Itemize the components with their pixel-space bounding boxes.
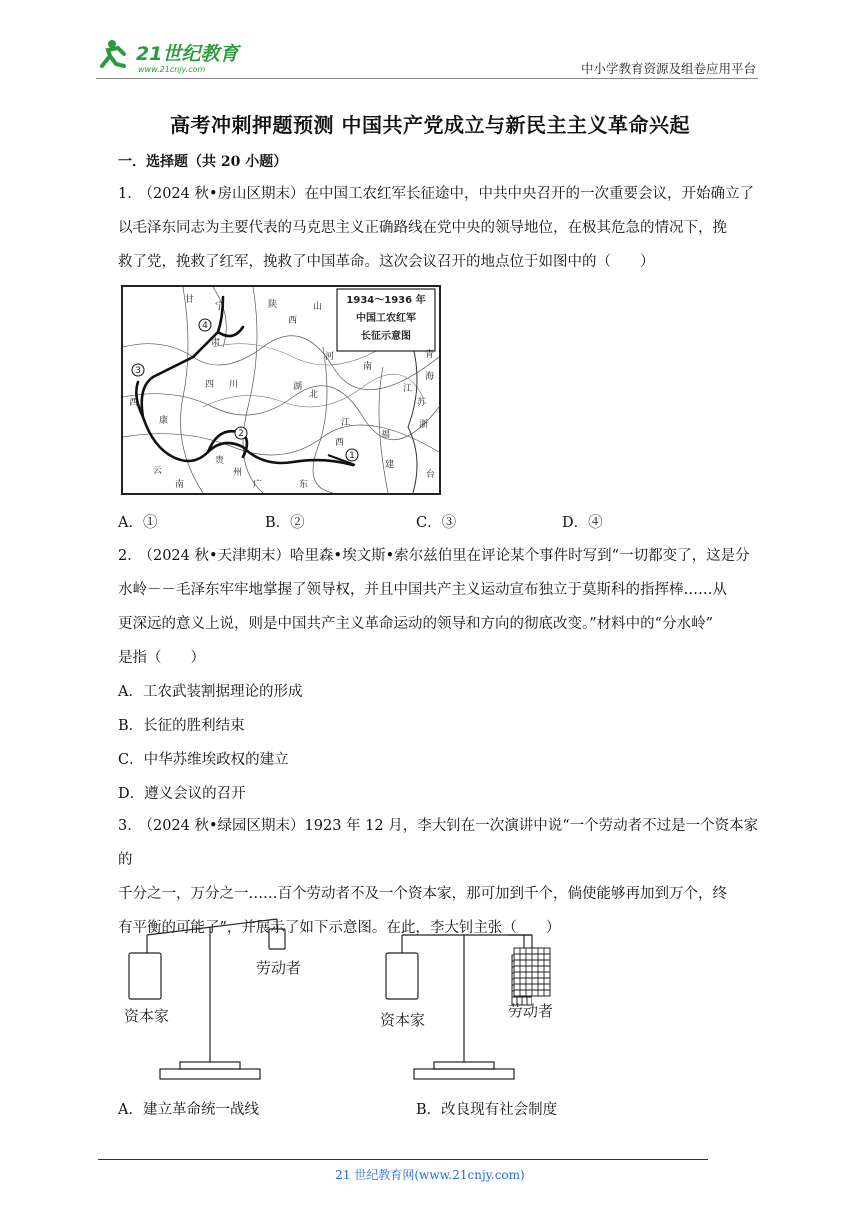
- svg-text:苏: 苏: [417, 398, 427, 408]
- question-line: （2024 秋•天津期末）哈里森•埃文斯•索尔兹伯里在评论某个事件时写到“一切都变了，这是分: [145, 548, 750, 564]
- section-heading: 一．选择题（共 20 小题）: [118, 154, 288, 170]
- question-number: 3．: [118, 818, 142, 834]
- question-line: 千分之一，万分之一……百个劳动者不及一个资本家，那可加到千个，倘使能够再加到万个，终: [118, 886, 727, 902]
- svg-text:南: 南: [175, 480, 185, 490]
- question-line: 更深远的意义上说，则是中国共产主义革命运动的领导和方向的彻底改变。”材料中的“分水岭”: [118, 616, 713, 632]
- question-line: 是指（ ）: [118, 650, 205, 666]
- svg-text:康: 康: [159, 416, 169, 426]
- header-divider: [96, 78, 758, 79]
- svg-text:青: 青: [425, 350, 435, 360]
- right-worker-grid: [508, 930, 558, 1020]
- marker-4: 4: [202, 321, 208, 331]
- map-title-line: 中国工农红军: [356, 313, 416, 324]
- svg-text:东: 东: [299, 480, 309, 490]
- map-title-line: 1934～1936 年: [346, 295, 426, 306]
- map-markers: [132, 319, 358, 461]
- q2-option-b[interactable]: B．长征的胜利结束: [118, 718, 245, 734]
- svg-text:西: 西: [335, 438, 345, 448]
- coastline: [408, 347, 417, 493]
- svg-text:海: 海: [425, 372, 435, 382]
- question-line: 有平衡的可能了”，并展示了如下示意图。在此，李大钊主张（ ）: [118, 920, 561, 936]
- logo-url: www.21cnjy.com: [138, 65, 206, 74]
- long-march-map: [121, 285, 441, 495]
- svg-text:山: 山: [313, 302, 323, 312]
- marker-3: 3: [135, 366, 141, 376]
- svg-text:四: 四: [205, 380, 215, 390]
- q1-option-b[interactable]: B．②: [265, 515, 305, 531]
- left-scale: [129, 919, 285, 1079]
- q1-option-d[interactable]: D．④: [562, 515, 603, 531]
- right-capitalist-label: 资本家: [380, 1011, 426, 1029]
- logo-text: 21世纪教育: [136, 43, 239, 65]
- site-logo: [96, 36, 256, 76]
- question-line: 救了党，挽救了红军，挽救了中国革命。这次会议召开的地点位于如图中的（ ）: [118, 254, 655, 270]
- q2-option-d[interactable]: D．遵义会议的召开: [118, 786, 246, 802]
- platform-label: 中小学教育资源及组卷应用平台: [580, 61, 756, 76]
- worker-weight: [269, 929, 285, 949]
- svg-text:河: 河: [325, 352, 335, 362]
- right-worker-label: 劳动者: [508, 1002, 554, 1020]
- svg-text:浙: 浙: [419, 420, 429, 430]
- svg-text:云: 云: [153, 466, 163, 476]
- capitalist-weight: [129, 953, 161, 999]
- svg-text:福: 福: [381, 430, 391, 440]
- svg-text:广: 广: [253, 480, 263, 490]
- footer-divider: [98, 1159, 708, 1160]
- svg-text:宁: 宁: [215, 302, 225, 312]
- marker-2: 2: [238, 429, 244, 439]
- q2-option-a[interactable]: A．工农武装割据理论的形成: [118, 684, 303, 700]
- q3-option-a[interactable]: A．建立革命统一战线: [118, 1102, 259, 1118]
- marker-1: 1: [349, 451, 355, 461]
- svg-text:南: 南: [363, 362, 373, 372]
- svg-text:建: 建: [385, 460, 395, 470]
- left-worker-label: 劳动者: [256, 959, 302, 977]
- footer-link[interactable]: 21 世纪教育网(www.21cnjy.com): [335, 1168, 525, 1182]
- svg-text:甘: 甘: [185, 295, 195, 305]
- question-line: 水岭－－毛泽东牢牢地掌握了领导权，并且中国共产主义运动宣布独立于莫斯科的指挥棒……从: [118, 582, 727, 598]
- runner-icon: [102, 40, 124, 66]
- question-line: （2024 秋•绿园区期末）1923 年 12 月，李大钊在一次演讲中说“一个劳动者不过是一个资本家的: [118, 818, 759, 868]
- page-title: 高考冲刺押题预测 中国共产党成立与新民主主义革命兴起: [170, 113, 690, 137]
- balance-diagram: [112, 915, 532, 1085]
- q3-option-b[interactable]: B．改良现有社会制度: [416, 1102, 558, 1118]
- question-line: （2024 秋•房山区期末）在中国工农红军长征途中，中共中央召开的一次重要会议，开始确立了: [145, 186, 755, 202]
- svg-text:北: 北: [309, 390, 319, 400]
- left-capitalist-label: 资本家: [124, 1007, 170, 1025]
- map-title-line: 长征示意图: [361, 331, 411, 342]
- svg-text:江: 江: [341, 418, 351, 428]
- capitalist-weight: [386, 953, 418, 999]
- question-line: 以毛泽东同志为主要代表的马克思主义正确路线在党中央的领导地位，在极其危急的情况下，挽: [118, 220, 727, 236]
- question-number: 1．: [118, 186, 142, 202]
- svg-text:肃: 肃: [211, 338, 221, 348]
- q1-option-a[interactable]: A．①: [118, 515, 158, 531]
- question-1: [118, 177, 762, 279]
- svg-text:湖: 湖: [293, 382, 303, 392]
- svg-text:江: 江: [403, 384, 413, 394]
- svg-text:贵: 贵: [215, 456, 225, 466]
- svg-text:西: 西: [129, 398, 139, 408]
- svg-text:州: 州: [233, 468, 243, 478]
- svg-text:陕: 陕: [268, 300, 278, 310]
- question-2: [118, 539, 762, 811]
- svg-text:西: 西: [288, 316, 298, 326]
- svg-text:川: 川: [229, 380, 239, 390]
- q1-option-c[interactable]: C．③: [416, 515, 457, 531]
- question-number: 2．: [118, 548, 142, 564]
- q2-option-c[interactable]: C．中华苏维埃政权的建立: [118, 752, 289, 768]
- svg-text:台: 台: [426, 470, 436, 480]
